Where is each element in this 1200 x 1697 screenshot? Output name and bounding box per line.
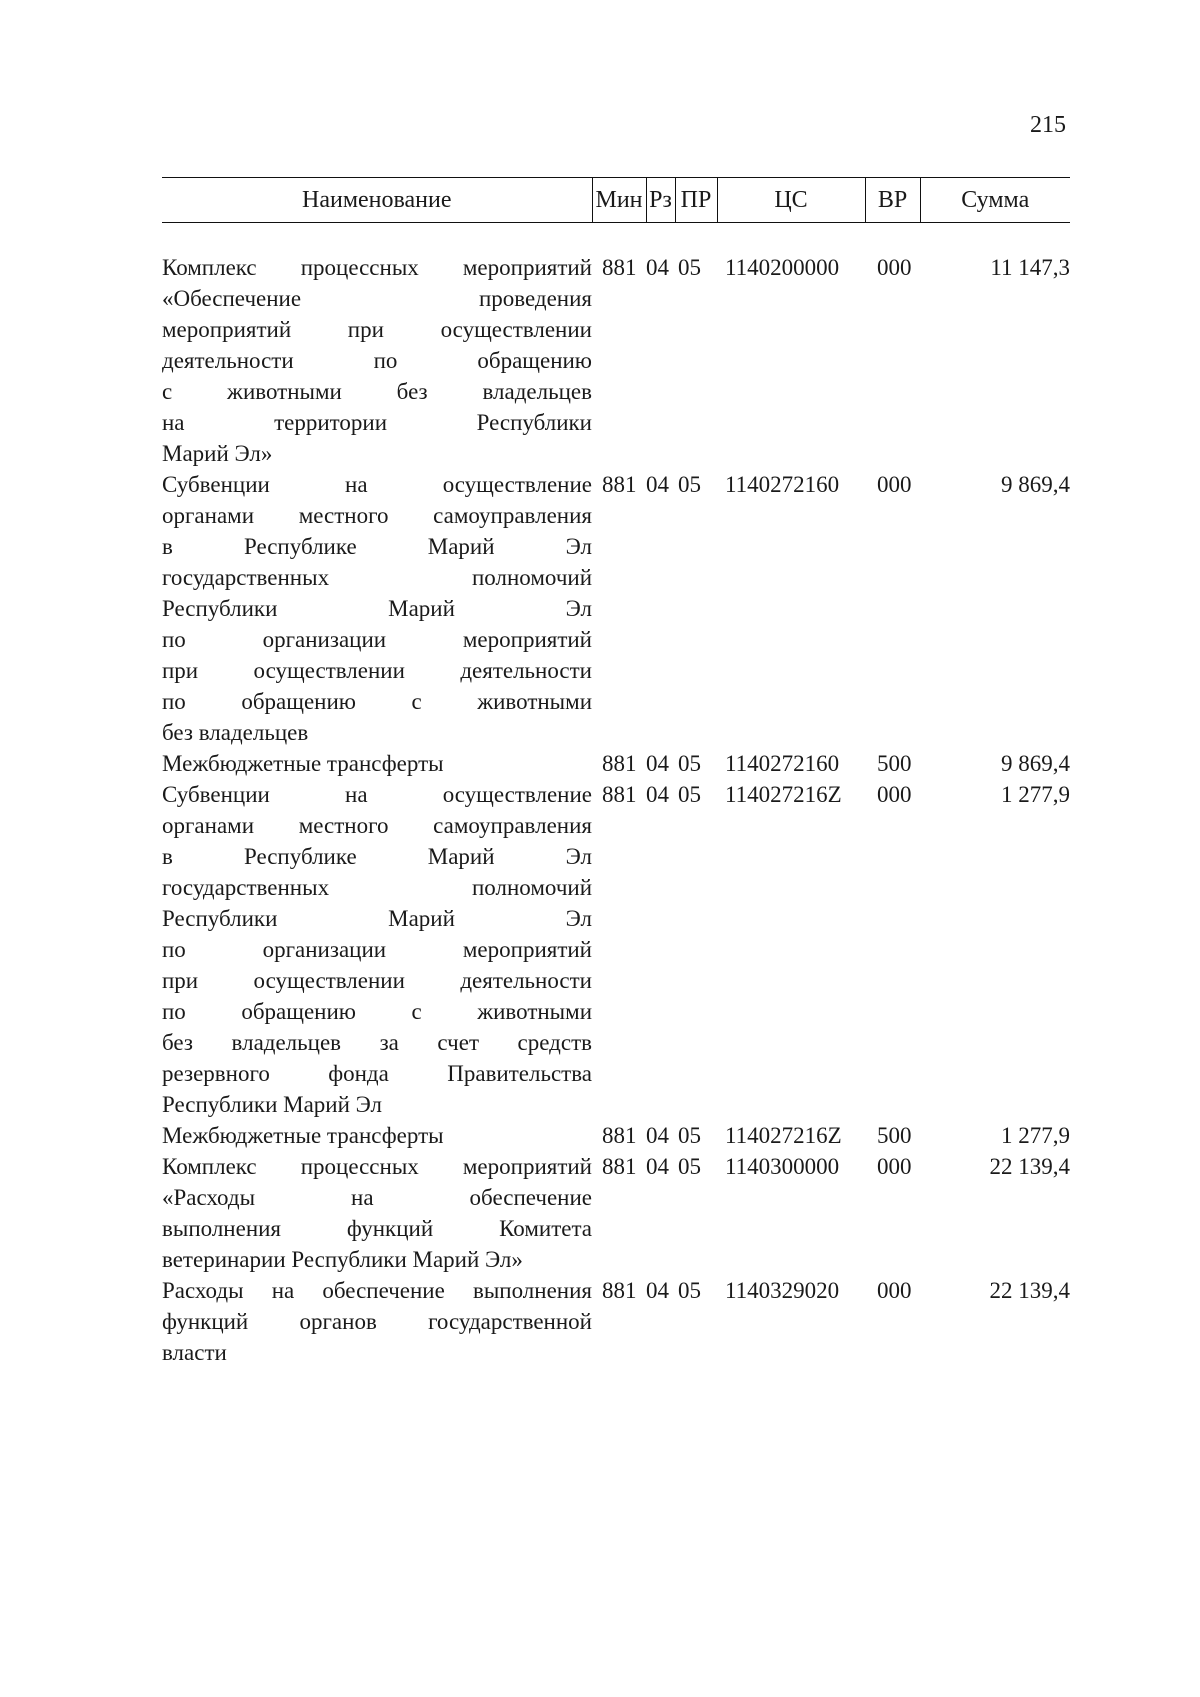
row-rz: 04 <box>646 1154 669 1179</box>
row-name <box>162 1120 592 1151</box>
row-name-line: по организации мероприятий <box>162 937 592 962</box>
table-row <box>162 223 1070 470</box>
row-min: 881 <box>602 472 637 497</box>
row-cs: 114027216Z <box>725 782 842 807</box>
row-vr: 500 <box>877 1123 912 1148</box>
row-name-line: Республики Марий Эл <box>162 906 592 931</box>
row-name-line: государственных полномочий <box>162 565 592 590</box>
row-cs: 1140329020 <box>725 1278 840 1303</box>
row-name-line: деятельности по обращению <box>162 348 592 373</box>
row-name-line: «Расходы на обеспечение <box>162 1185 592 1210</box>
row-name-line: органами местного самоуправления <box>162 813 592 838</box>
table-body <box>162 223 1070 1369</box>
row-pr: 05 <box>678 782 701 807</box>
row-name-line: Марий Эл» <box>162 441 273 466</box>
row-cs: 1140300000 <box>725 1154 840 1179</box>
row-name-line: Комплекс процессных мероприятий <box>162 255 592 280</box>
row-name-line: мероприятий при осуществлении <box>162 317 592 342</box>
row-pr: 05 <box>678 472 701 497</box>
row-pr: 05 <box>678 255 701 280</box>
row-name <box>162 1275 592 1368</box>
header-rz: Рз <box>646 178 675 223</box>
row-rz: 04 <box>646 1278 669 1303</box>
row-name <box>162 748 592 779</box>
row-name-line: без владельцев <box>162 720 309 745</box>
row-rz: 04 <box>646 472 669 497</box>
row-name-line: Межбюджетные трансферты <box>162 751 444 776</box>
row-rz: 04 <box>646 782 669 807</box>
row-name-line: Межбюджетные трансферты <box>162 1123 444 1148</box>
table-row <box>162 748 1070 779</box>
row-name-line: выполнения функций Комитета <box>162 1216 592 1241</box>
table-header <box>162 178 1070 223</box>
header-vr: ВР <box>865 178 920 223</box>
row-rz: 04 <box>646 1123 669 1148</box>
row-cs: 1140272160 <box>725 472 840 497</box>
row-cs: 1140200000 <box>725 255 840 280</box>
row-pr: 05 <box>678 1123 701 1148</box>
header-cs: ЦС <box>717 178 865 223</box>
row-name-line: при осуществлении деятельности <box>162 968 592 993</box>
row-min: 881 <box>602 751 637 776</box>
table-row <box>162 1151 1070 1275</box>
row-name-line: «Обеспечение проведения <box>162 286 592 311</box>
row-cs: 1140272160 <box>725 751 840 776</box>
row-name-line: по обращению с животными <box>162 689 592 714</box>
row-name-line: органами местного самоуправления <box>162 503 592 528</box>
row-name-line: Республики Марий Эл <box>162 1092 383 1117</box>
row-sum: 22 139,4 <box>989 1278 1070 1303</box>
row-name-line: Расходы на обеспечение выполнения <box>162 1278 592 1303</box>
row-name <box>162 469 592 748</box>
row-name <box>162 1151 592 1275</box>
row-sum: 11 147,3 <box>990 255 1070 280</box>
table-row <box>162 779 1070 1120</box>
row-vr: 000 <box>877 1278 912 1303</box>
row-rz: 04 <box>646 255 669 280</box>
row-sum: 9 869,4 <box>1001 472 1070 497</box>
table-row <box>162 469 1070 748</box>
row-min: 881 <box>602 1154 637 1179</box>
row-name <box>162 779 592 1120</box>
row-pr: 05 <box>678 1154 701 1179</box>
row-name-line: власти <box>162 1340 227 1365</box>
row-name-line: государственных полномочий <box>162 875 592 900</box>
row-rz: 04 <box>646 751 669 776</box>
row-pr: 05 <box>678 1278 701 1303</box>
row-pr: 05 <box>678 751 701 776</box>
header-min: Мин <box>592 178 646 223</box>
row-name-line: без владельцев за счет средств <box>162 1030 592 1055</box>
row-name-line: резервного фонда Правительства <box>162 1061 592 1086</box>
budget-table <box>162 177 1070 1368</box>
row-vr: 000 <box>877 782 912 807</box>
row-name-line: Республики Марий Эл <box>162 596 592 621</box>
row-vr: 000 <box>877 472 912 497</box>
row-name-line: по организации мероприятий <box>162 627 592 652</box>
row-min: 881 <box>602 1278 637 1303</box>
row-name-line: по обращению с животными <box>162 999 592 1024</box>
row-name <box>162 223 592 470</box>
row-name-line: Субвенции на осуществление <box>162 472 592 497</box>
row-name-line: в Республике Марий Эл <box>162 534 592 559</box>
row-vr: 000 <box>877 1154 912 1179</box>
row-vr: 000 <box>877 255 912 280</box>
row-cs: 114027216Z <box>725 1123 842 1148</box>
row-name-line: с животными без владельцев <box>162 379 592 404</box>
table-row <box>162 1120 1070 1151</box>
row-name-line: в Республике Марий Эл <box>162 844 592 869</box>
row-sum: 1 277,9 <box>1001 782 1070 807</box>
header-sum: Сумма <box>920 178 1070 223</box>
row-vr: 500 <box>877 751 912 776</box>
row-min: 881 <box>602 255 637 280</box>
row-min: 881 <box>602 782 637 807</box>
row-name-line: Комплекс процессных мероприятий <box>162 1154 592 1179</box>
row-sum: 9 869,4 <box>1001 751 1070 776</box>
row-name-line: ветеринарии Республики Марий Эл» <box>162 1247 523 1272</box>
row-name-line: при осуществлении деятельности <box>162 658 592 683</box>
header-row <box>162 178 1070 223</box>
header-pr: ПР <box>675 178 717 223</box>
page-number: 215 <box>1030 112 1066 138</box>
row-name-line: функций органов государственной <box>162 1309 592 1334</box>
row-sum: 1 277,9 <box>1001 1123 1070 1148</box>
row-min: 881 <box>602 1123 637 1148</box>
table-row <box>162 1275 1070 1368</box>
header-name: Наименование <box>162 178 592 223</box>
row-name-line: на территории Республики <box>162 410 592 435</box>
row-name-line: Субвенции на осуществление <box>162 782 592 807</box>
row-sum: 22 139,4 <box>989 1154 1070 1179</box>
